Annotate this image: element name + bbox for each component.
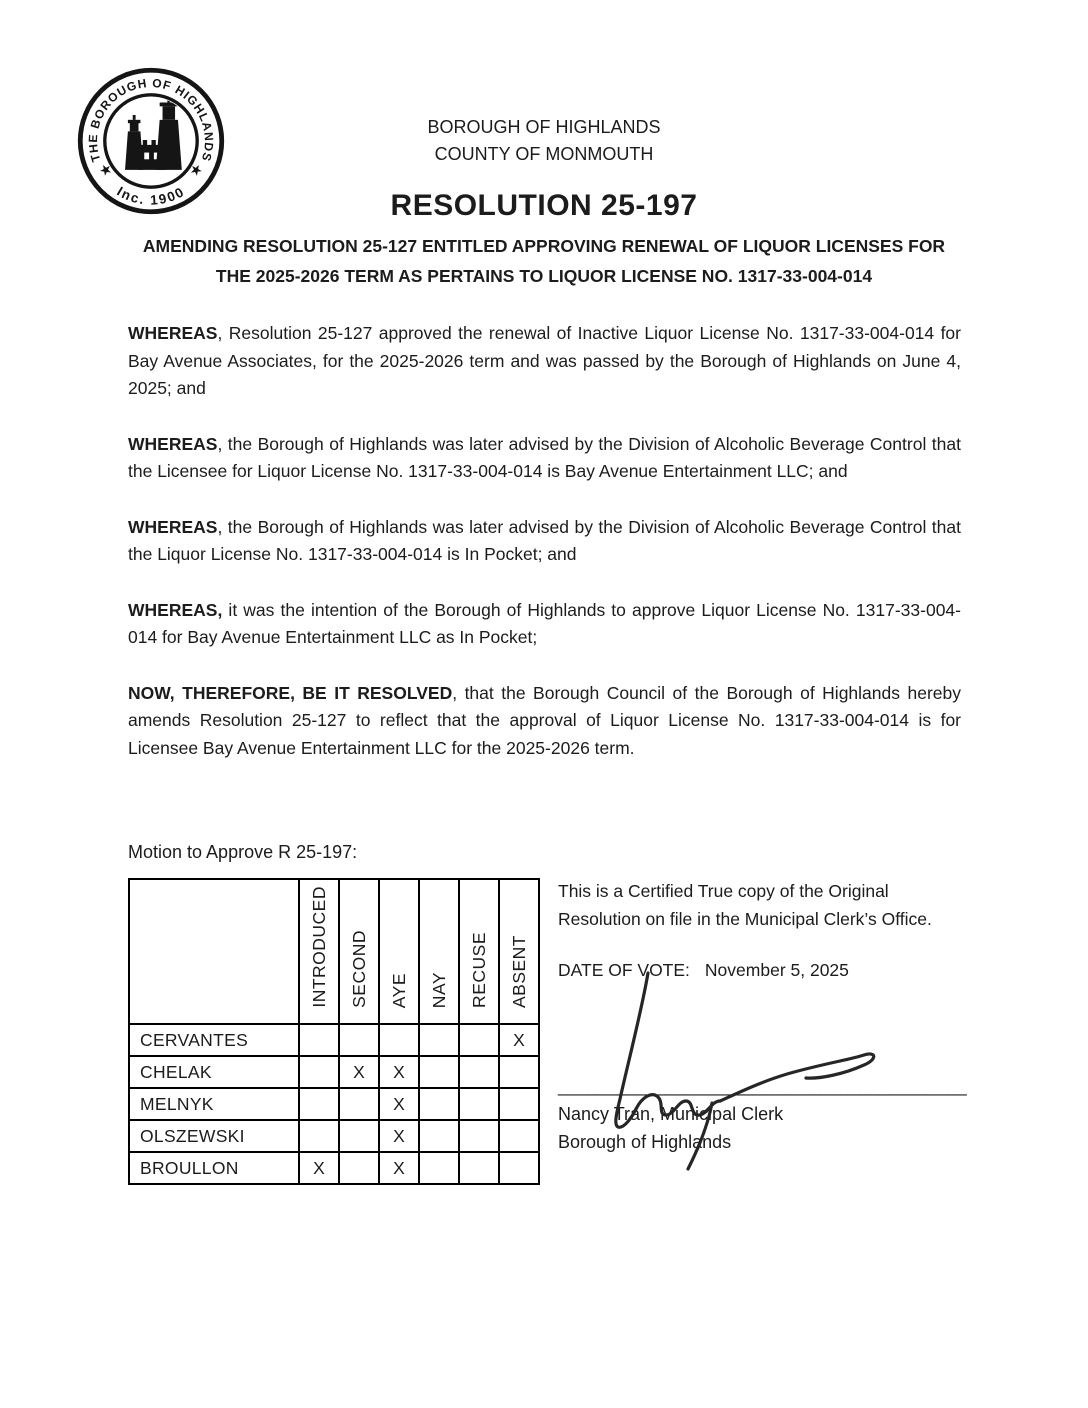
whereas-clause-1	[128, 320, 961, 403]
vote-mark: X	[379, 1152, 419, 1184]
signature-area	[558, 981, 966, 1077]
whereas-lead-1: WHEREAS	[128, 323, 218, 343]
whereas-text-3: , the Borough of Highlands was later advised by the Division of Alcoholic Beverage Control that the Liquor License No. 1317-33-004-014 is In Pocket; and	[128, 516, 961, 564]
column-header-absent: ABSENT	[499, 879, 539, 1024]
vote-mark	[459, 1120, 499, 1152]
vote-table	[128, 878, 540, 1185]
seal-bottom-text: Inc. 1900	[114, 183, 188, 208]
whereas-text-4: it was the intention of the Borough of Highlands to approve Liquor License No. 1317-33-004-014 for Bay Avenue Entertainment LLC as In Pocket;	[128, 599, 961, 647]
certification-block	[558, 878, 966, 1156]
resolved-clause	[128, 680, 961, 763]
date-of-vote-value: November 5, 2025	[704, 960, 849, 980]
vote-mark: X	[379, 1056, 419, 1088]
vote-mark	[299, 1056, 339, 1088]
vote-mark	[379, 1024, 419, 1056]
column-header-nay: NAY	[419, 879, 459, 1024]
vote-mark	[499, 1120, 539, 1152]
vote-mark	[339, 1120, 379, 1152]
member-name: MELNYK	[129, 1088, 299, 1120]
vote-mark	[419, 1024, 459, 1056]
date-of-vote-label: DATE OF VOTE:	[558, 960, 690, 980]
vote-mark	[499, 1088, 539, 1120]
vote-mark	[299, 1120, 339, 1152]
resolution-subtitle-line2: THE 2025-2026 TERM AS PERTAINS TO LIQUOR LICENSE NO. 1317-33-004-014	[215, 266, 873, 286]
table-row-cervantes	[129, 1024, 539, 1056]
whereas-text-2: , the Borough of Highlands was later advised by the Division of Alcoholic Beverage Control that the Licensee for Liquor License No. 1317-33-004-014 is Bay Avenue Entertainment LLC; and	[128, 433, 961, 481]
table-row-broullon	[129, 1152, 539, 1184]
table-row-chelak	[129, 1056, 539, 1088]
member-name: BROULLON	[129, 1152, 299, 1184]
vote-mark	[339, 1088, 379, 1120]
county-name: COUNTY OF MONMOUTH	[434, 144, 654, 164]
resolved-lead: NOW, THEREFORE, BE IT RESOLVED	[128, 682, 453, 703]
resolution-subtitle-line1: AMENDING RESOLUTION 25-127 ENTITLED APPROVING RENEWAL OF LIQUOR LICENSES FOR	[142, 236, 946, 256]
clerk-name: Nancy Tran, Municipal Clerk	[558, 1104, 784, 1124]
resolution-subtitle	[0, 231, 1088, 291]
vote-mark: X	[299, 1152, 339, 1184]
seal-star-right-icon: ★	[186, 160, 206, 181]
member-name: CERVANTES	[129, 1024, 299, 1056]
vote-mark	[339, 1152, 379, 1184]
whereas-text-1: , Resolution 25-127 approved the renewal of Inactive Liquor License No. 1317-33-004-014 for Bay Avenue Associates, for the 2025-2026 term and was passed by the Borough of Highlands on June 4, 2025; and	[128, 323, 961, 398]
vote-table-corner-cell	[129, 879, 299, 1024]
column-header-aye: AYE	[379, 879, 419, 1024]
resolution-body	[128, 320, 961, 762]
resolution-title: RESOLUTION 25-197	[390, 189, 698, 222]
vote-mark: X	[379, 1088, 419, 1120]
vote-mark	[419, 1152, 459, 1184]
vote-mark	[419, 1088, 459, 1120]
whereas-clause-4	[128, 597, 961, 652]
member-name: CHELAK	[129, 1056, 299, 1088]
vote-mark	[339, 1024, 379, 1056]
vote-mark	[299, 1024, 339, 1056]
vote-mark	[459, 1152, 499, 1184]
vote-mark	[499, 1056, 539, 1088]
whereas-clause-2	[128, 431, 961, 486]
seal-star-left-icon: ★	[96, 160, 116, 181]
org-name: BOROUGH OF HIGHLANDS	[427, 117, 661, 137]
twin-lights-lighthouse-icon	[125, 93, 182, 170]
vote-mark: X	[379, 1120, 419, 1152]
table-row-melnyk	[129, 1088, 539, 1120]
seal-outer-ring	[80, 70, 221, 211]
whereas-lead-4: WHEREAS,	[128, 599, 223, 620]
vote-mark	[419, 1056, 459, 1088]
seal-inner-ring	[105, 95, 197, 187]
whereas-lead-3: WHEREAS	[128, 516, 218, 537]
vote-table-header-row	[129, 879, 539, 1024]
member-name: OLSZEWSKI	[129, 1120, 299, 1152]
motion-label: Motion to Approve R 25-197:	[128, 842, 358, 862]
vote-mark	[459, 1024, 499, 1056]
vote-mark	[419, 1120, 459, 1152]
vote-mark	[459, 1056, 499, 1088]
resolved-text: , that the Borough Council of the Borough of Highlands hereby amends Resolution 25-127 to reflect that the approval of Liquor License No. 1317-33-004-014 is for Licensee Bay Avenue Entertainment LLC for the 2025-2026 term.	[128, 682, 961, 758]
vote-mark	[299, 1088, 339, 1120]
seal-ring-text: THE BOROUGH OF HIGHLANDS	[85, 75, 217, 164]
whereas-clause-3	[128, 514, 961, 569]
borough-of-highlands-seal	[74, 64, 228, 218]
whereas-lead-2: WHEREAS	[128, 433, 218, 454]
column-header-second: SECOND	[339, 879, 379, 1024]
vote-mark: X	[339, 1056, 379, 1088]
column-header-recuse: RECUSE	[459, 879, 499, 1024]
date-of-vote-row	[558, 960, 966, 981]
certification-statement: This is a Certified True copy of the Original Resolution on file in the Municipal Clerk’s Office.	[558, 881, 932, 929]
column-header-introduced: INTRODUCED	[299, 879, 339, 1024]
vote-mark	[499, 1152, 539, 1184]
vote-mark: X	[499, 1024, 539, 1056]
vote-mark	[459, 1088, 499, 1120]
table-row-olszewski	[129, 1120, 539, 1152]
clerk-org: Borough of Highlands	[558, 1131, 732, 1152]
signature-line: __________________________________________	[558, 1076, 967, 1096]
